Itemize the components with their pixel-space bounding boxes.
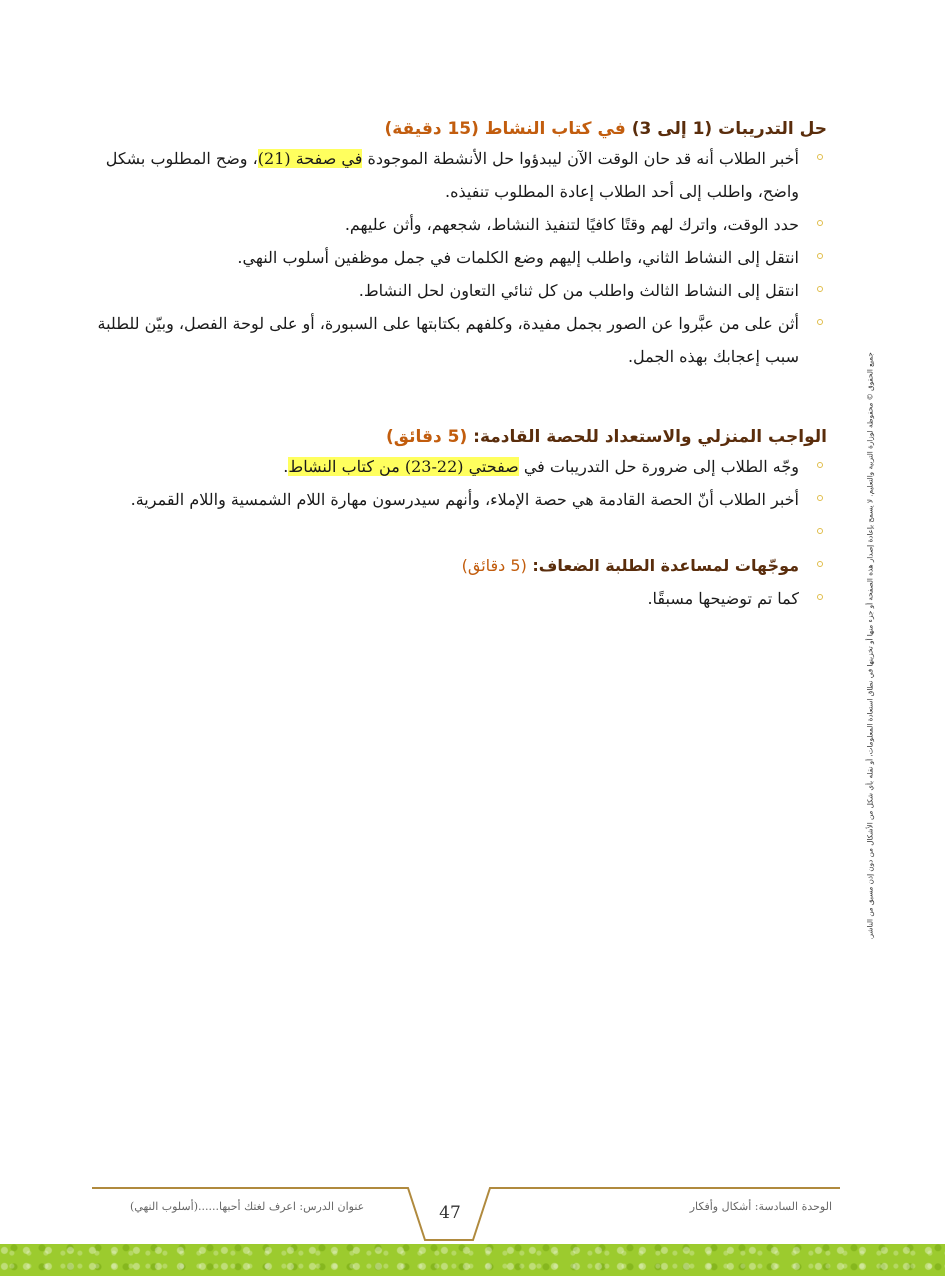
circle-bullet-icon [817, 528, 823, 534]
list-item [97, 450, 827, 483]
item-text: انتقل إلى النشاط الثاني، واطلب إليهم وضع الكلمات في جمل موظفين أسلوب النهي. [237, 248, 799, 267]
section-exercises [97, 116, 827, 373]
page-number: 47 [439, 1203, 461, 1223]
item-text: حدد الوقت، واترك لهم وقتًا كافيًا لتنفيذ النشاط، شجعهم، وأثن عليهم. [344, 215, 799, 234]
section-heading-homework [97, 424, 827, 450]
item-text: كما تم توضيحها مسبقًا. [647, 589, 799, 608]
item-text: انتقل إلى النشاط الثالث واطلب من كل ثنائي التعاون لحل النشاط. [358, 281, 799, 300]
list-item [97, 307, 827, 373]
list-item [97, 549, 827, 582]
circle-bullet-icon [817, 253, 823, 259]
footer-unit-title: الوحدة السادسة: أشكال وأفكار [689, 1200, 832, 1213]
list-item [97, 274, 827, 307]
heading-main: الواجب المنزلي والاستعداد للحصة القادمة: [473, 427, 827, 447]
list-item [97, 208, 827, 241]
heading-main: حل التدريبات (1 إلى 3) [631, 119, 827, 139]
circle-bullet-icon [817, 462, 823, 468]
exercises-list [97, 142, 827, 373]
circle-bullet-icon [817, 594, 823, 600]
item-text: أخبر الطلاب أنه قد حان الوقت الآن ليبدؤوا حل الأنشطة الموجودة [367, 149, 799, 168]
highlighted-text: صفحتي (22-23) من كتاب النشاط [288, 457, 519, 476]
list-item [97, 241, 827, 274]
heading-accent: في كتاب النشاط (15 دقيقة) [384, 119, 626, 139]
highlighted-text: في صفحة (21) [257, 149, 363, 168]
circle-bullet-icon [817, 154, 823, 160]
section-heading-exercises [97, 116, 827, 142]
circle-bullet-icon [817, 495, 823, 501]
heading-accent: (5 دقائق) [385, 427, 468, 447]
circle-bullet-icon [817, 220, 823, 226]
list-item-empty [97, 516, 827, 549]
footer-lesson-title: عنوان الدرس: اعرف لغتك أحبها......(أسلوب النهي) [130, 1200, 365, 1213]
sub-heading-weak-students [462, 556, 799, 575]
item-text: ، وضح المطلوب بشكل واضح، واطلب إلى أحد الطلاب إعادة المطلوب تنفيذه. [105, 149, 799, 201]
decorative-bottom-strip [0, 1244, 945, 1276]
sub-heading-accent: (5 دقائق) [461, 556, 527, 575]
item-text: أثن على من عبَّروا عن الصور بجمل مفيدة، وكلفهم بكتابتها على السبورة، أو على لوحة الفصل، وبيّن للطلبة سبب إعجابك بهذه الجمل. [97, 314, 799, 366]
item-text: وجّه الطلاب إلى ضرورة حل التدريبات في [518, 457, 799, 476]
item-text: . [283, 457, 289, 476]
circle-bullet-icon [817, 319, 823, 325]
list-item [97, 582, 827, 615]
copyright-side-note [852, 296, 888, 996]
copyright-text: جميع الحقوق © محفوظة لوزارة التربية والتعليم. لا يسمح بإعادة إصدار هذه الصفحة أو جزء منها أو تخزينها في نطاق استعادة المعلومات، أو نقله بأي شكل من الأشكال من دون إذن مسبق من الناشر. [865, 352, 875, 940]
list-item [97, 483, 827, 516]
item-text: أخبر الطلاب أنّ الحصة القادمة هي حصة الإملاء، وأنهم سيدرسون مهارة اللام الشمسية واللام القمرية. [130, 490, 799, 509]
circle-bullet-icon [817, 286, 823, 292]
list-item [97, 142, 827, 208]
circle-bullet-icon [817, 561, 823, 567]
section-homework [97, 424, 827, 615]
homework-list [97, 450, 827, 615]
sub-heading-main: موجّهات لمساعدة الطلبة الضعاف: [532, 556, 799, 575]
